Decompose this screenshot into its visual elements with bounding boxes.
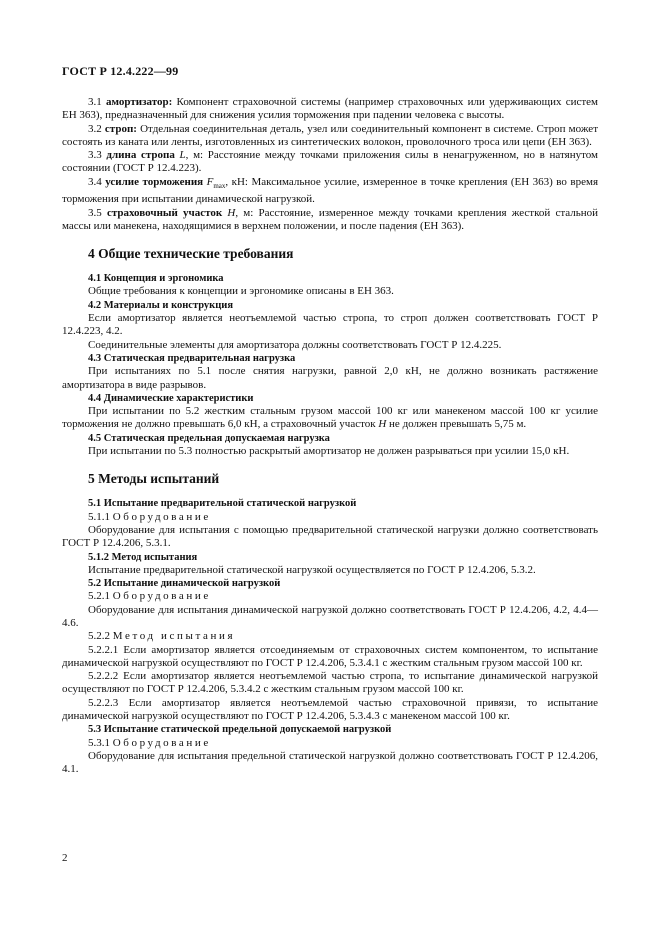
paragraph-5-2-2-2: 5.2.2.2 Если амортизатор является неотъемлемой частью стропа, то испытание динамической нагрузкой осуществляют по ГОСТ Р 12.4.206, 5.3.4.2 с жестким стальным грузом массой 100 кг. xyxy=(62,670,598,696)
page-number: 2 xyxy=(62,852,68,864)
subsection-heading-4-3: 4.3 Статическая предварительная нагрузка xyxy=(88,352,296,364)
symbol-subscript: max xyxy=(213,181,226,190)
subsection-heading-5-1: 5.1 Испытание предварительной статической нагрузкой xyxy=(88,498,357,510)
clause-label: Оборудование xyxy=(112,590,211,603)
term: строп: xyxy=(104,122,137,135)
clause-number: 3.1 xyxy=(88,96,102,108)
clause-label-5-2-1 xyxy=(62,590,598,603)
section-heading-5: 5 Методы испытаний xyxy=(88,471,220,487)
clause-number: 5.2.1 xyxy=(88,590,110,603)
subsection-heading-4-5: 4.5 Статическая предельная допускаемая нагрузка xyxy=(88,432,330,444)
definition-3-1 xyxy=(62,96,598,123)
clause-number: 3.2 xyxy=(88,122,102,135)
paragraph: Оборудование для испытания предельной статической нагрузкой должно соответствовать ГОСТ Р 12.4.206, 4.1. xyxy=(62,749,598,776)
definition-text: Отдельная соединительная деталь, узел или соединительный компонент в системе. Строп может состоять из каната или ленты, изготовленных из синтетических волокон, проволочного троса или цепи (ЕН 363). xyxy=(62,122,598,148)
subsection-heading-5-3: 5.3 Испытание статической предельной допускаемой нагрузкой xyxy=(88,724,392,736)
definition-3-4 xyxy=(62,176,598,207)
term: амортизатор: xyxy=(106,96,173,108)
symbol: F xyxy=(206,175,214,188)
paragraph: Если амортизатор является неотъемлемой частью стропа, то строп должен соответствовать ГОСТ Р 12.4.223, 4.2. xyxy=(62,312,598,338)
subsection-heading-4-2: 4.2 Материалы и конструкция xyxy=(88,299,234,311)
document-header: ГОСТ Р 12.4.222—99 xyxy=(62,64,179,78)
clause-label: Метод испытания xyxy=(112,630,236,643)
document-body xyxy=(62,96,598,777)
clause-number: 5.2.2 xyxy=(88,630,110,643)
definition-text: , м: Расстояние, измеренное между точками крепления жесткой стальной массы или манекена, находящимися в верхнем положении, и после падения (ЕН 363). xyxy=(62,206,599,232)
paragraph: При испытании по 5.3 полностью раскрытый амортизатор не должен разрываться при усилии 15,0 кН. xyxy=(88,445,570,458)
clause-label-5-3-1 xyxy=(62,737,598,750)
definition-text: , м: Расстояние между точками приложения силы в ненагруженном, но в натянутом состоянии (ГОСТ Р 12.4.223). xyxy=(62,149,598,175)
subsection-heading-5-2: 5.2 Испытание динамической нагрузкой xyxy=(88,578,281,590)
clause-label: Оборудование xyxy=(112,510,211,523)
paragraph: Испытание предварительной статической нагрузкой осуществляется по ГОСТ Р 12.4.206, 5.3.2. xyxy=(88,563,536,576)
paragraph: При испытаниях по 5.1 после снятия нагрузки, равной 2,0 кН, не должно возникать растяжение амортизатора в виде разрывов. xyxy=(62,365,598,391)
term: длина стропа xyxy=(106,149,175,162)
definition-3-3 xyxy=(62,149,598,176)
clause-number: 5.3.1 xyxy=(88,736,110,749)
paragraph: Соединительные элементы для амортизатора должны соответствовать ГОСТ Р 12.4.225. xyxy=(88,338,502,351)
paragraph-text: При испытании по 5.2 жестким стальным грузом массой 100 кг или манекеном массой 100 кг усилие торможения не должно превышать 6,0 кН, а страховочный участок xyxy=(62,405,598,431)
clause-label: Оборудование xyxy=(112,736,211,749)
paragraph xyxy=(62,405,598,432)
paragraph-5-2-2-1: 5.2.2.1 Если амортизатор является отсоединяемым от страховочных систем компонентом, то испытание динамической нагрузкой осуществляют по ГОСТ Р 12.4.206, 5.3.4.1 с жестким стальным грузом массой 100 кг. xyxy=(62,643,598,669)
section-heading-4: 4 Общие технические требования xyxy=(88,246,294,262)
clause-number: 3.5 xyxy=(88,206,102,219)
clause-label-5-1-1 xyxy=(62,511,598,524)
clause-label-5-2-2 xyxy=(62,630,598,643)
symbol: H xyxy=(227,206,236,219)
term: усилие торможения xyxy=(105,175,204,188)
subsection-heading-4-1: 4.1 Концепция и эргономика xyxy=(88,273,224,285)
subsection-heading-5-1-2: 5.1.2 Метод испытания xyxy=(88,551,198,563)
paragraph: Общие требования к концепции и эргономике описаны в ЕН 363. xyxy=(88,285,394,298)
symbol: L xyxy=(179,149,186,162)
definition-3-2 xyxy=(62,123,598,150)
term: страховочный участок xyxy=(106,206,223,219)
clause-number: 3.3 xyxy=(88,149,102,162)
paragraph-5-2-2-3: 5.2.2.3 Если амортизатор является неотъемлемой частью страховочной привязи, то испытание динамической нагрузкой осуществляют по ГОСТ Р 12.4.206, 5.3.4.3 с манекеном массой 100 кг. xyxy=(62,696,598,723)
clause-number: 3.4 xyxy=(88,175,102,188)
paragraph: Оборудование для испытания с помощью предварительной статической нагрузки должно соответствовать ГОСТ Р 12.4.206, 5.3.1. xyxy=(62,523,598,550)
subsection-heading-4-4: 4.4 Динамические характеристики xyxy=(88,392,254,404)
definition-text: Компонент страховочной системы (например страховочных или удерживающих систем ЕН 363), предназначенный для снижения усилия торможения при падении человека с высоты. xyxy=(62,96,599,122)
definition-3-5 xyxy=(62,207,598,234)
clause-number: 5.1.1 xyxy=(88,510,110,523)
paragraph-text: не должен превышать 5,75 м. xyxy=(389,418,527,431)
definition-text: , кН: Максимальное усилие, измеренное в точке крепления (ЕН 363) во время торможения при испытании динамической нагрузкой. xyxy=(62,175,599,206)
paragraph: Оборудование для испытания динамической нагрузкой должно соответствовать ГОСТ Р 12.4.206, 4.2, 4.4—4.6. xyxy=(62,603,598,629)
symbol: H xyxy=(378,418,387,431)
